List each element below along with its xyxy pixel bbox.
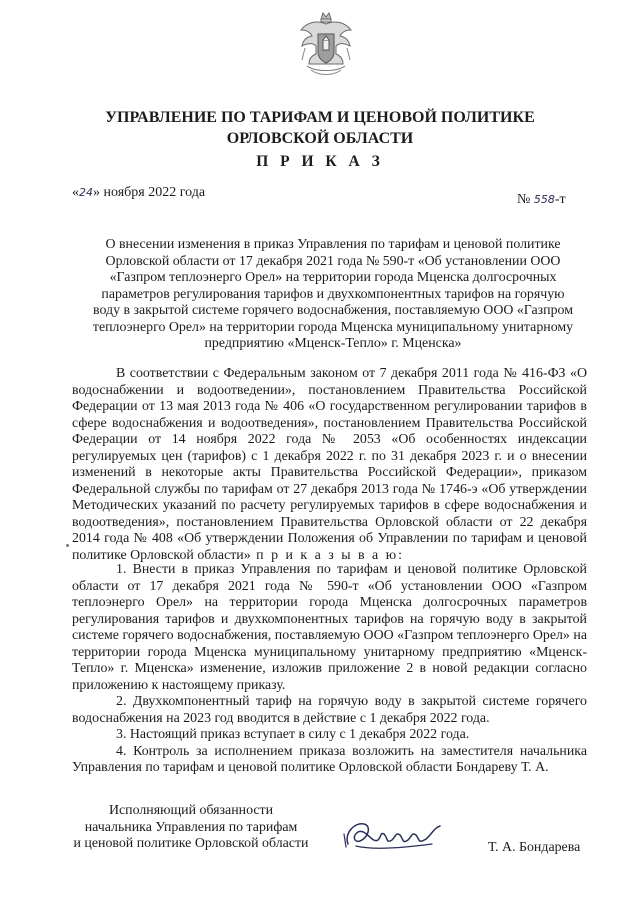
- order-item-1: 1. Внести в приказ Управления по тарифам и ценовой политике Орловской области от 17 декабря 2021 года № 590-т «Об установлении ООО «Газпром теплоэнерго Орел» на территории города Мценска долгосрочных параметров регулирования тарифов и двухкомпонентных тарифов на горячую воду в закрытой системе горячего водоснабжения, поставляемую ООО «Газпром теплоэнерго Орел» на территории города Мценска муниципальному унитарному предприятию «Мценск-Тепло» г. Мценска» изменение, изложив приложение 2 в новой редакции согласно приложению к настоящему приказу.: [72, 562, 587, 693]
- handwritten-signature: [342, 814, 452, 856]
- order-subject: О внесении изменения в приказ Управления по тарифам и ценовой политике Орловской области от 17 декабря 2021 года № 590-т «Об установлении ООО «Газпром теплоэнерго Орел» на территории города Мценска долгосрочных параметров регулирования тарифов и двухкомпонентных тарифов на горячую воду в закрытой системе горячего водоснабжения, поставляемую ООО «Газпром теплоэнерго Орел» на территории города Мценска муниципальному унитарному предприятию «Мценск-Тепло» г. Мценска»: [92, 237, 574, 351]
- number-value-handwritten: 558: [533, 193, 555, 206]
- date-month-year: ноября 2022 года: [100, 185, 206, 200]
- authority-line-1: УПРАВЛЕНИЕ ПО ТАРИФАМ И ЦЕНОВОЙ ПОЛИТИКЕ: [105, 109, 535, 126]
- signatory-title-line-1: Исполняющий обязанности: [108, 803, 274, 818]
- order-item-3: 3. Настоящий приказ вступает в силу с 1 декабря 2022 года.: [116, 727, 470, 742]
- issuing-authority: [0, 107, 640, 149]
- order-item-2: 2. Двухкомпонентный тариф на горячую воду в закрытой системе горячего водоснабжения на 2023 год вводится в действие с 1 декабря 2022 года.: [72, 694, 587, 726]
- number-suffix: -т: [554, 192, 566, 207]
- signatory-title: [60, 803, 322, 853]
- coat-of-arms-emblem: [297, 10, 355, 80]
- date-open-quote: «: [72, 185, 79, 200]
- document-type: П Р И К А З: [256, 153, 384, 170]
- order-number: [517, 192, 566, 208]
- preamble: [72, 366, 587, 564]
- number-prefix: №: [517, 192, 534, 207]
- authority-line-2: ОРЛОВСКОЙ ОБЛАСТИ: [226, 130, 414, 147]
- date-close-quote: »: [93, 185, 100, 200]
- date-day-handwritten: 24: [79, 186, 93, 199]
- preamble-command: п р и к а з ы в а ю:: [250, 547, 404, 563]
- preamble-text: В соответствии с Федеральным законом от 7 декабря 2011 года № 416-ФЗ «О водоснабжении и водоотведении», постановлением Правительства Российской Федерации от 13 мая 2013 года № 406 «О государственном регулировании тарифов в сфере водоснабжения и водоотведения», постановлением Правительства Российской Федерации от 14 ноября 2022 года № 2053 «Об особенностях индексации регулируемых цен (тарифов) с 1 декабря 2022 г. по 31 декабря 2023 г. и о внесении изменений в некоторые акты Правительства Российской Федерации», приказом Федеральной службы по тарифам от 27 декабря 2013 года № 1746-э «Об утверждении Методических указаний по расчету регулируемых тарифов в сфере водоснабжения и водоотведения», постановлением Правительства Орловской области от 22 декабря 2014 года № 408 «Об утверждении Положения об Управлении по тарифам и ценовой политике Орловской области»: [72, 366, 587, 563]
- signatory-title-line-3: и ценовой политике Орловской области: [73, 836, 309, 851]
- order-item-4: 4. Контроль за исполнением приказа возложить на заместителя начальника Управления по тарифам и ценовой политике Орловской области Бондареву Т. А.: [72, 743, 587, 775]
- order-date: [72, 185, 205, 201]
- scan-speck: [66, 544, 69, 547]
- signatory-title-line-2: начальника Управления по тарифам: [84, 819, 298, 835]
- signatory-name: Т. А. Бондарева: [488, 840, 581, 855]
- order-items: [72, 562, 587, 777]
